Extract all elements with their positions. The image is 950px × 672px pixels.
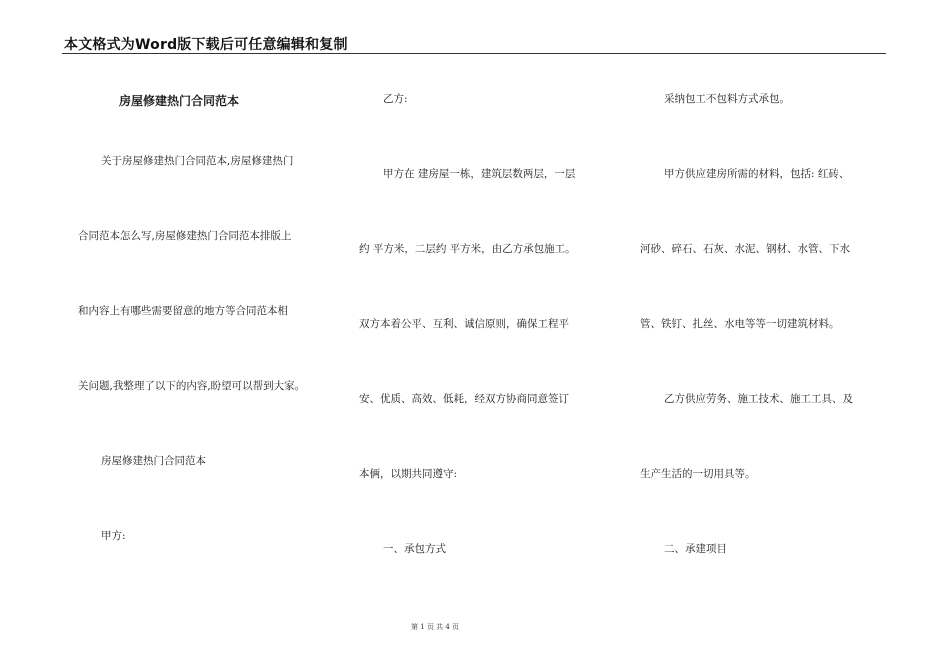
column-3-line: 管、铁钉、扎丝、水电等等一切建筑材料。 (640, 318, 840, 330)
column-1-line: 合同范本怎么写,房屋修建热门合同范本排版上 (78, 230, 292, 242)
column-2-line: 本俩，以期共同遵守: (359, 468, 458, 480)
column-1-line: 甲方: (101, 530, 126, 542)
column-3-line: 甲方供应建房所需的材料，包括: 红砖、 (664, 168, 850, 180)
header-title: 本文格式为Word版下载后可任意编辑和复制 (64, 37, 348, 53)
column-2-line: 约 平方米，二层约 平方米，由乙方承包施工。 (359, 243, 576, 255)
column-1-line: 和内容上有哪些需要留意的地方等合同范本相 (78, 305, 288, 317)
column-2-line: 安、优质、高效、低耗，经双方协商同意签订 (359, 393, 569, 405)
column-2-line: 一、承包方式 (383, 543, 446, 555)
header-divider (62, 53, 886, 54)
column-3-line: 乙方供应劳务、施工技术、施工工具、及 (664, 393, 853, 405)
column-3-line: 河砂、碎石、石灰、水泥、钢材、水管、下水 (640, 243, 850, 255)
column-1-line: 关问题,我整理了以下的内容,盼望可以帮到大家。 (78, 380, 306, 392)
column-2-line: 双方本着公平、互利、诚信原则，确保工程平 (359, 318, 569, 330)
column-2-line: 甲方在 建房屋一栋，建筑层数两层，一层 (383, 168, 576, 180)
column-1-line: 关于房屋修建热门合同范本,房屋修建热门 (101, 155, 294, 167)
column-3-line: 采纳包工不包料方式承包。 (664, 93, 790, 105)
column-3-line: 生产生活的一切用具等。 (640, 468, 756, 480)
column-2-line: 乙方: (383, 93, 408, 105)
column-3-line: 二、承建项目 (664, 543, 727, 555)
document-title: 房屋修建热门合同范本 (119, 94, 240, 108)
column-1-line: 房屋修建热门合同范本 (101, 455, 206, 467)
page-number: 第 1 页 共 4 页 (410, 623, 460, 631)
